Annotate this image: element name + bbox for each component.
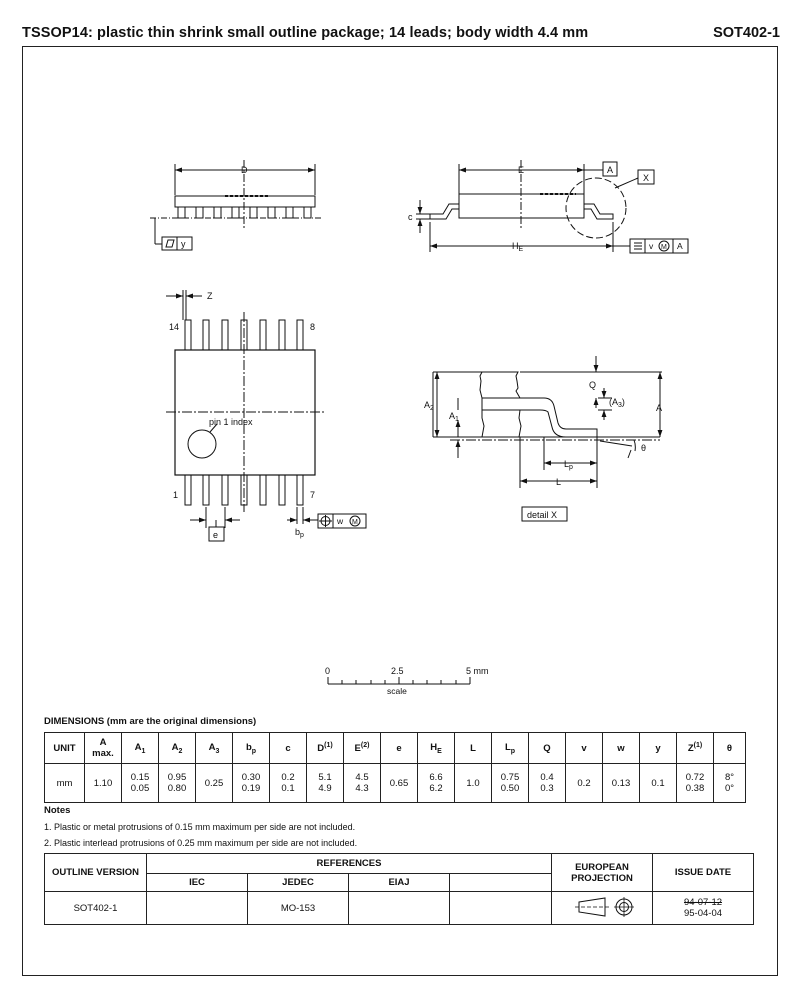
dimension-value: 5.1 4.9 bbox=[307, 764, 344, 803]
label-v: v bbox=[649, 241, 654, 251]
dimension-value: 0.2 bbox=[566, 764, 603, 803]
dimensions-title: DIMENSIONS (mm are the original dimensions) bbox=[44, 716, 257, 727]
pin-1-index-label: pin 1 index bbox=[209, 417, 253, 427]
jedec-value: MO-153 bbox=[248, 892, 349, 925]
label-l: L bbox=[556, 477, 562, 487]
scale-zero: 0 bbox=[325, 666, 331, 676]
label-d: D bbox=[241, 165, 248, 175]
blank-reference-header bbox=[450, 874, 552, 892]
side-view-d bbox=[150, 160, 322, 250]
pin-8-label: 8 bbox=[310, 322, 316, 332]
dimension-header: $A_1$ bbox=[122, 733, 159, 764]
label-bp: $b_p$ bbox=[295, 527, 304, 539]
dimensions-header-row bbox=[45, 733, 746, 764]
dimension-value: 0.1 bbox=[640, 764, 677, 803]
dimension-value: 1.0 bbox=[455, 764, 492, 803]
outline-version-header: OUTLINE VERSION bbox=[45, 854, 147, 892]
dimension-header: w bbox=[603, 733, 640, 764]
label-a2: $A_2$ bbox=[424, 400, 434, 412]
dimension-value: 0.2 0.1 bbox=[270, 764, 307, 803]
document-title: TSSOP14: plastic thin shrink small outline package; 14 leads; body width 4.4 mm bbox=[22, 25, 589, 41]
label-q: Q bbox=[589, 380, 597, 390]
dimension-value: 0.4 0.3 bbox=[529, 764, 566, 803]
notes-heading: Notes bbox=[44, 805, 71, 816]
dimension-header: $L_p$ bbox=[492, 733, 529, 764]
dimension-value: 0.75 0.50 bbox=[492, 764, 529, 803]
outline-version-value: SOT402-1 bbox=[45, 892, 147, 925]
pin-14-label: 14 bbox=[169, 322, 180, 332]
issue-date-value bbox=[653, 892, 754, 925]
dimension-value: 0.30 0.19 bbox=[233, 764, 270, 803]
dimension-value: 0.15 0.05 bbox=[122, 764, 159, 803]
dimension-value: 0.25 bbox=[196, 764, 233, 803]
dimension-header: $E^{(2)}$ bbox=[344, 733, 381, 764]
label-e-pitch: e bbox=[213, 530, 219, 540]
dimension-header: y bbox=[640, 733, 677, 764]
dimension-header: e bbox=[381, 733, 418, 764]
note-2: 2. Plastic interlead protrusions of 0.25 mm maximum per side are not included. bbox=[44, 838, 358, 848]
dimension-header: $b_p$ bbox=[233, 733, 270, 764]
dimension-header: c bbox=[270, 733, 307, 764]
label-e: E bbox=[518, 165, 525, 175]
pin-1-label: 1 bbox=[173, 490, 179, 500]
label-theta: θ bbox=[641, 443, 647, 453]
references-header: REFERENCES bbox=[147, 854, 552, 874]
blank-reference-value bbox=[450, 892, 552, 925]
dimension-value: 0.72 0.38 bbox=[677, 764, 714, 803]
label-w: w bbox=[337, 516, 344, 526]
package-code: SOT402-1 bbox=[713, 25, 780, 41]
detail-x-view bbox=[433, 356, 662, 488]
dimension-header: A max. bbox=[85, 733, 122, 764]
dimensions-table bbox=[44, 732, 746, 803]
top-view bbox=[166, 290, 366, 541]
issue-date-old: 94-07-12 bbox=[683, 897, 723, 908]
detail-x-marker: X bbox=[643, 173, 650, 183]
label-y: y bbox=[181, 239, 186, 249]
label-he: $H_E$ bbox=[512, 241, 524, 253]
dimension-header: Q bbox=[529, 733, 566, 764]
issue-date-new: 95-04-04 bbox=[683, 908, 723, 919]
scale-mid: 2.5 bbox=[391, 666, 404, 676]
european-projection-symbol bbox=[552, 892, 653, 925]
references-table bbox=[44, 853, 754, 925]
label-z: Z bbox=[207, 291, 213, 301]
scale-label: scale bbox=[387, 686, 407, 696]
dimension-header: θ bbox=[714, 733, 746, 764]
label-m-circle-2: M bbox=[352, 519, 358, 526]
note-1: 1. Plastic or metal protrusions of 0.15 mm maximum per side are not included. bbox=[44, 822, 356, 832]
dimension-value: 0.95 0.80 bbox=[159, 764, 196, 803]
dimension-value: mm bbox=[45, 764, 85, 803]
dimension-header: v bbox=[566, 733, 603, 764]
label-a: A bbox=[656, 403, 663, 413]
dimension-value: 8° 0° bbox=[714, 764, 746, 803]
dimension-header: $Z^{(1)}$ bbox=[677, 733, 714, 764]
projection-icon bbox=[565, 895, 639, 919]
dimension-value: 1.10 bbox=[85, 764, 122, 803]
scale-max: 5 mm bbox=[466, 666, 489, 676]
detail-x-label: detail X bbox=[527, 510, 558, 520]
dimension-header: L bbox=[455, 733, 492, 764]
iec-header: IEC bbox=[147, 874, 248, 892]
dimensions-value-row bbox=[45, 764, 746, 803]
dimension-header: UNIT bbox=[45, 733, 85, 764]
jedec-header: JEDEC bbox=[248, 874, 349, 892]
issue-date-header: ISSUE DATE bbox=[653, 854, 754, 892]
iec-value bbox=[147, 892, 248, 925]
label-a-ref: A bbox=[677, 241, 683, 251]
dimension-value: 4.5 4.3 bbox=[344, 764, 381, 803]
label-c: c bbox=[408, 212, 413, 222]
dimension-header: $A_2$ bbox=[159, 733, 196, 764]
label-m-circle: M bbox=[661, 244, 667, 251]
dimension-value: 6.6 6.2 bbox=[418, 764, 455, 803]
datum-a-box: A bbox=[607, 165, 614, 175]
pin-7-label: 7 bbox=[310, 490, 316, 500]
dimension-header: $D^{(1)}$ bbox=[307, 733, 344, 764]
eiaj-header: EIAJ bbox=[349, 874, 450, 892]
label-a1: $A_1$ bbox=[449, 411, 459, 423]
european-projection-header: EUROPEAN PROJECTION bbox=[552, 854, 653, 892]
dimension-value: 0.13 bbox=[603, 764, 640, 803]
label-a3: $(A_3)$ bbox=[609, 397, 625, 409]
eiaj-value bbox=[349, 892, 450, 925]
dimension-header: $A_3$ bbox=[196, 733, 233, 764]
scale-bar bbox=[328, 677, 470, 684]
label-lp: $L_p$ bbox=[564, 459, 573, 471]
dimension-value: 0.65 bbox=[381, 764, 418, 803]
dimension-header: $H_E$ bbox=[418, 733, 455, 764]
